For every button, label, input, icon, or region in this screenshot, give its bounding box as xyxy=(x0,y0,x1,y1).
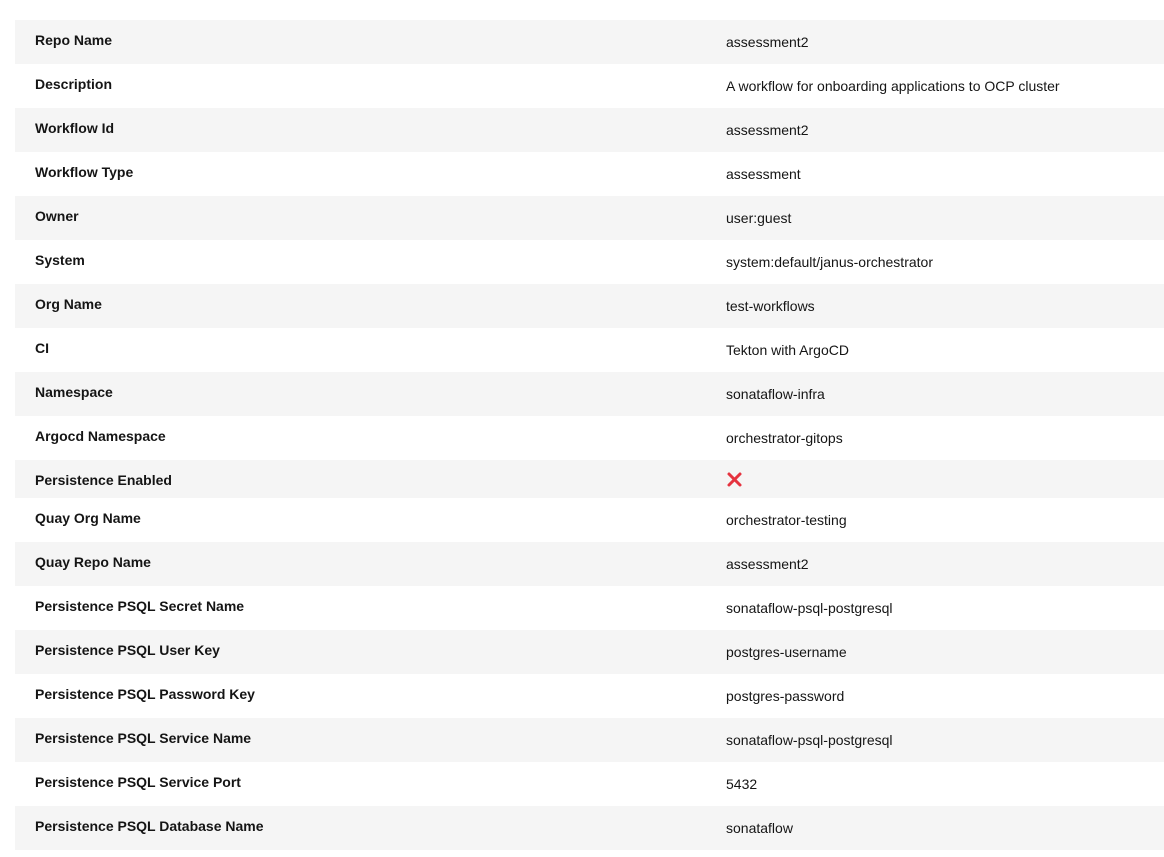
row-value-psql-password-key: postgres-password xyxy=(726,688,845,704)
row-value-workflow-id: assessment2 xyxy=(726,122,809,138)
row-value-psql-secret-name: sonataflow-psql-postgresql xyxy=(726,600,893,616)
table-row xyxy=(15,20,1164,64)
row-label-workflow-type: Workflow Type xyxy=(35,164,134,180)
table-row xyxy=(15,284,1164,328)
table-row xyxy=(15,108,1164,152)
row-label-namespace: Namespace xyxy=(35,384,113,400)
table-row xyxy=(15,416,1164,460)
table-row xyxy=(15,460,1164,498)
row-label-psql-user-key: Persistence PSQL User Key xyxy=(35,642,220,658)
row-label-psql-database-name: Persistence PSQL Database Name xyxy=(35,818,264,834)
table-row xyxy=(15,498,1164,542)
row-label-workflow-id: Workflow Id xyxy=(35,120,115,136)
table-row xyxy=(15,586,1164,630)
row-label-ci: CI xyxy=(35,340,49,356)
table-row xyxy=(15,674,1164,718)
table-row xyxy=(15,372,1164,416)
row-label-org-name: Org Name xyxy=(35,296,102,312)
table-row xyxy=(15,196,1164,240)
table-row xyxy=(15,806,1164,850)
row-label-quay-repo-name: Quay Repo Name xyxy=(35,554,151,570)
row-label-psql-secret-name: Persistence PSQL Secret Name xyxy=(35,598,245,614)
row-label-psql-password-key: Persistence PSQL Password Key xyxy=(35,686,255,702)
row-value-description: A workflow for onboarding applications to OCP cluster xyxy=(726,78,1060,94)
row-value-psql-database-name: sonataflow xyxy=(726,820,793,836)
row-label-argocd-namespace: Argocd Namespace xyxy=(35,428,166,444)
row-value-psql-user-key: postgres-username xyxy=(726,644,847,660)
row-value-system: system:default/janus-orchestrator xyxy=(726,254,933,270)
table-row xyxy=(15,542,1164,586)
row-value-workflow-type: assessment xyxy=(726,166,801,182)
row-label-quay-org-name: Quay Org Name xyxy=(35,510,141,526)
row-label-system: System xyxy=(35,252,85,268)
table-row xyxy=(15,240,1164,284)
row-value-quay-org-name: orchestrator-testing xyxy=(726,512,847,528)
table-row xyxy=(15,152,1164,196)
table-row xyxy=(15,762,1164,806)
row-value-psql-service-port: 5432 xyxy=(726,776,758,792)
row-value-repo-name: assessment2 xyxy=(726,34,809,50)
row-value-psql-service-name: sonataflow-psql-postgresql xyxy=(726,732,893,748)
row-value-org-name: test-workflows xyxy=(726,298,815,314)
table-row xyxy=(15,328,1164,372)
cross-mark-icon xyxy=(726,471,743,488)
row-label-psql-service-name: Persistence PSQL Service Name xyxy=(35,730,252,746)
row-label-repo-name: Repo Name xyxy=(35,32,113,48)
row-label-persistence-enabled: Persistence Enabled xyxy=(35,472,172,488)
table-row xyxy=(15,718,1164,762)
row-value-owner: user:guest xyxy=(726,210,792,226)
row-label-psql-service-port: Persistence PSQL Service Port xyxy=(35,774,241,790)
table-row xyxy=(15,630,1164,674)
row-value-ci: Tekton with ArgoCD xyxy=(726,342,849,358)
row-label-description: Description xyxy=(35,76,113,92)
row-value-namespace: sonataflow-infra xyxy=(726,386,825,402)
row-value-argocd-namespace: orchestrator-gitops xyxy=(726,430,843,446)
workflow-details-table xyxy=(15,20,1164,850)
row-label-owner: Owner xyxy=(35,208,79,224)
row-value-quay-repo-name: assessment2 xyxy=(726,556,809,572)
row-value-persistence-enabled xyxy=(726,460,1164,498)
table-row xyxy=(15,64,1164,108)
